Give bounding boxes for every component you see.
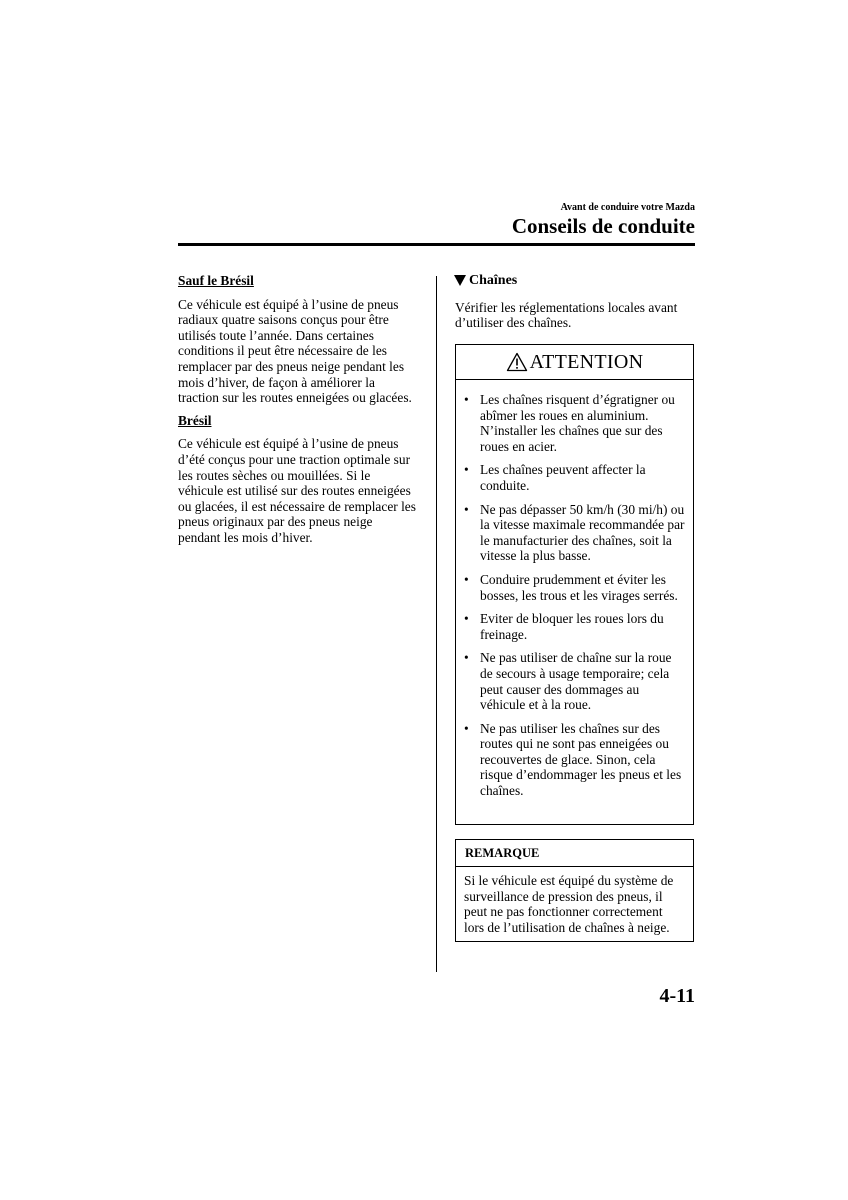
list-item: • Eviter de bloquer les roues lors du freinage. (464, 611, 685, 642)
heading-chaines (454, 273, 695, 289)
heading-sauf-le-bresil: Sauf le Brésil (178, 273, 254, 288)
paragraph-summer-tires: Ce véhicule est équipé à l’usine de pneus d’été conçus pour une traction optimale sur les routes sèches ou mouillées. Si le véhicule est utilisé sur des routes enneigées ou glacées, il est nécessaire de remplacer les pneus originaux par des pneus neige pendant les mois d’hiver. (178, 436, 416, 545)
page-number: 4-11 (659, 985, 695, 1007)
heading-bresil: Brésil (178, 412, 212, 428)
left-column (178, 273, 418, 553)
remarque-text: Si le véhicule est équipé du système de surveillance de pression des pneus, il peut ne pas fonctionner correctement lors de l’utilisation de chaînes à neige. (464, 873, 674, 935)
attention-list (456, 380, 693, 799)
remarque-box (455, 839, 694, 942)
down-triangle-icon (454, 275, 466, 286)
list-item: • Conduire prudemment et éviter les bosses, les trous et les virages serrés. (464, 572, 685, 603)
list-item: • Ne pas utiliser de chaîne sur la roue de secours à usage temporaire; cela peut causer des dommages au véhicule et à la roue. (464, 650, 685, 712)
attention-header (456, 345, 693, 380)
list-item: • Les chaînes risquent d’égratigner ou abîmer les roues en aluminium. N’installer les chaînes que sur des roues en acier. (464, 392, 685, 454)
header-rule (178, 243, 695, 246)
list-item: • Les chaînes peuvent affecter la conduite. (464, 462, 685, 493)
list-item: • Ne pas dépasser 50 km/h (30 mi/h) ou la vitesse maximale recommandée par le manufacturier des chaînes, soit la vitesse la plus basse. (464, 502, 685, 564)
column-divider (436, 276, 437, 972)
paragraph-all-season-tires: Ce véhicule est équipé à l’usine de pneus radiaux quatre saisons conçus pour être utilisés toute l’année. Dans certaines conditions il peut être nécessaire de les remplacer par des pneus neige pendant les mois d’hiver, de façon à améliorer la traction sur les routes enneigées ou glacées. (178, 296, 412, 406)
paragraph-chaines-intro: Vérifier les réglementations locales avant d’utiliser des chaînes. (455, 299, 678, 331)
page-title: Conseils de conduite (511, 214, 695, 238)
heading-chaines-label: Chaînes (469, 273, 518, 288)
attention-box (455, 344, 694, 825)
right-column (455, 273, 695, 331)
warning-icon (506, 352, 528, 372)
attention-title: ATTENTION (529, 350, 644, 373)
section-subtitle: Avant de conduire votre Mazda (560, 202, 695, 213)
list-item: • Ne pas utiliser les chaînes sur des routes qui ne sont pas enneigées ou recouvertes de glace. Sinon, cela risque d’endommager les pneus et les chaînes. (464, 721, 685, 799)
remarque-title: REMARQUE (456, 840, 693, 867)
